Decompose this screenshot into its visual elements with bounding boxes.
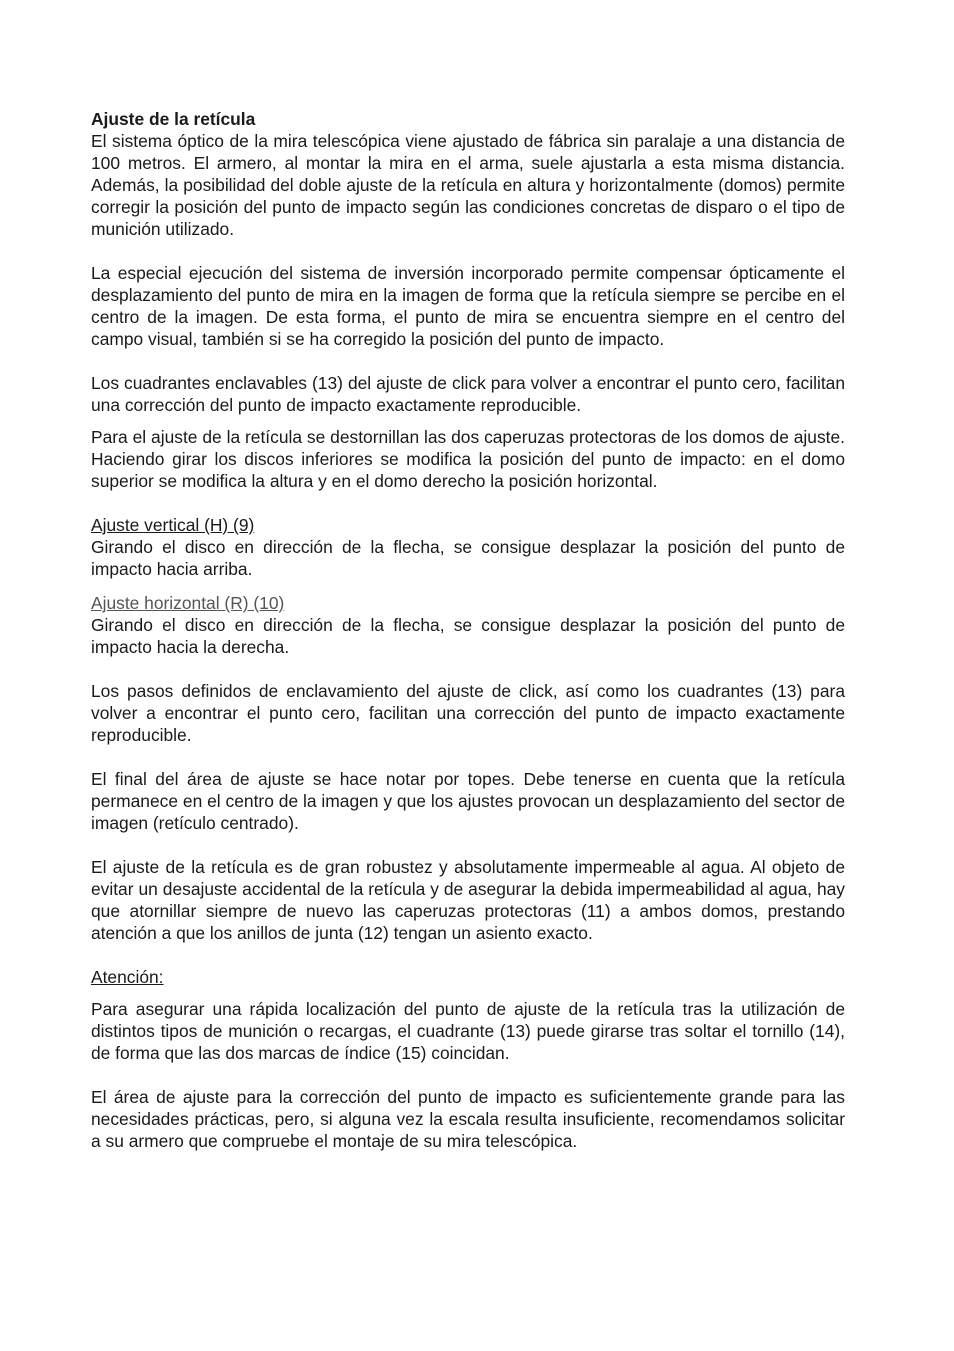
vertical-adjustment-heading: Ajuste vertical (H) (9) [91, 515, 255, 535]
paragraph-adjustment-range: El área de ajuste para la corrección del punto de impacto es suficientemente grande para las necesidades prácticas, pero, si alguna vez la escala resulta insuficiente, recomendamos solicitar a su armero que compruebe el montaje de su mira telescópica. [91, 1087, 845, 1151]
section-horizontal-adjustment [91, 592, 845, 658]
paragraph-waterproof: El ajuste de la retícula es de gran robustez y absolutamente impermeable al agua. Al objeto de evitar un desajuste accidental de la retícula y de asegurar la debida impermeabilidad al agua, hay que atornillar siempre de nuevo las caperuzas protectoras (11) a ambos domos, prestando atención a que los anillos de junta (12) tengan un asiento exacto. [91, 857, 845, 943]
paragraph-stops: El final del área de ajuste se hace notar por topes. Debe tenerse en cuenta que la retícula permanece en el centro de la imagen y que los ajustes provocan un desplazamiento del sector de imagen (retículo centrado). [91, 769, 845, 833]
paragraph-quadrant-rotation: Para asegurar una rápida localización del punto de ajuste de la retícula tras la utilización de distintos tipos de munición o recargas, el cuadrante (13) puede girarse tras soltar el tornillo (14), de forma que las dos marcas de índice (15) coincidan. [91, 999, 845, 1063]
paragraph-lockable-quadrants: Los cuadrantes enclavables (13) del ajuste de click para volver a encontrar el punto cero, facilitan una corrección del punto de impacto exactamente reproducible. [91, 373, 845, 415]
paragraph-reticle-adjustment: Para el ajuste de la retícula se destornillan las dos caperuzas protectoras de los domos de ajuste. Haciendo girar los discos inferiores se modifica la posición del punto de impacto: en el domo superior se modifica la altura y en el domo derecho la posición horizontal. [91, 427, 845, 491]
paragraph-inversion-system: La especial ejecución del sistema de inversión incorporado permite compensar ópticamente el desplazamiento del punto de mira en la imagen de forma que la retícula siempre se percibe en el centro de la imagen. De esta forma, el punto de mira se encuentra siempre en el centro del campo visual, también si se ha corregido la posición del punto de impacto. [91, 263, 845, 349]
paragraph-factory-adjustment: El sistema óptico de la mira telescópica viene ajustado de fábrica sin paralaje a una distancia de 100 metros. El armero, al montar la mira en el arma, suele ajustarla a esta misma distancia. Además, la posibilidad del doble ajuste de la retícula en altura y horizontalmente (domos) permite corregir la posición del punto de impacto según las condiciones concretas de disparo o el tipo de munición utilizado. [91, 131, 845, 239]
vertical-adjustment-text: Girando el disco en dirección de la flecha, se consigue desplazar la posición del punto de impacto hacia arriba. [91, 537, 845, 579]
paragraph-click-steps: Los pasos definidos de enclavamiento del ajuste de click, así como los cuadrantes (13) para volver a encontrar el punto cero, facilitan una corrección del punto de impacto exactamente reproducible. [91, 681, 845, 745]
document-page [91, 108, 845, 1152]
attention-heading: Atención: [91, 967, 164, 987]
document-title: Ajuste de la retícula [91, 109, 256, 129]
section-vertical-adjustment [91, 514, 845, 580]
horizontal-adjustment-heading: Ajuste horizontal (R) (10) [91, 593, 285, 613]
horizontal-adjustment-text: Girando el disco en dirección de la flecha, se consigue desplazar la posición del punto de impacto hacia la derecha. [91, 615, 845, 657]
